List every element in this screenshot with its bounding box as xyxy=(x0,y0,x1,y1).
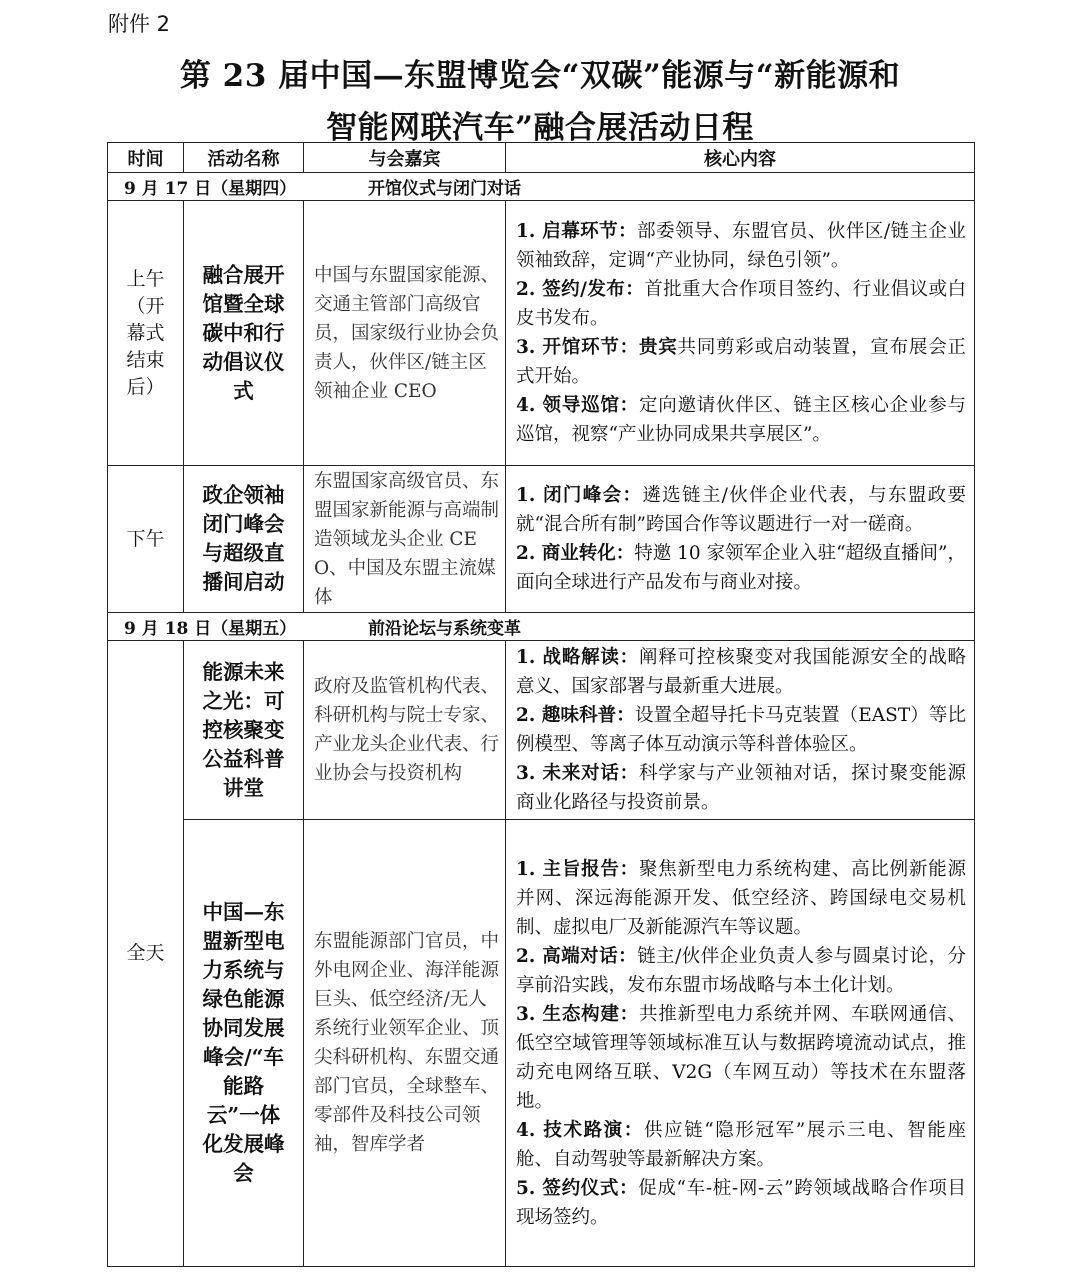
table-row xyxy=(108,201,975,466)
content-item xyxy=(516,643,966,701)
core-content-cell xyxy=(506,820,975,1267)
content-item-text: 阐释可控核聚变对我国能源安全的战略意义、国家部署与最新重大进展。 xyxy=(516,647,966,697)
time-cell xyxy=(108,466,184,613)
content-item xyxy=(516,333,966,391)
content-item-label: 2. 高端对话： xyxy=(516,945,638,967)
core-content-cell xyxy=(506,641,975,820)
content-item-label: 1. 闭门峰会： xyxy=(516,485,643,506)
content-item-label: 5. 签约仪式： xyxy=(516,1177,639,1199)
guests-cell: 政府及监管机构代表、科研机构与院士专家、产业龙头企业代表、行业协会与投资机构 xyxy=(304,641,506,820)
content-item xyxy=(516,481,966,539)
activity-cell xyxy=(184,820,304,1267)
time-cell xyxy=(108,201,184,466)
core-content-cell xyxy=(506,201,975,466)
content-item-text: 聚焦新型电力系统构建、高比例新能源并网、深远海能源开发、低空经济、跨国绿电交易机制、虚拟电厂及新能源汽车等议题。 xyxy=(516,858,966,938)
content-item xyxy=(516,1116,966,1174)
header-core-content: 核心内容 xyxy=(506,143,975,173)
day-row-sep-17 xyxy=(108,173,975,201)
document-title-line-1: 第 23 届中国—东盟博览会“双碳”能源与“新能源和 xyxy=(179,58,901,94)
schedule-table xyxy=(107,142,975,1267)
content-item-text: 设置全超导托卡马克装置（EAST）等比例模型、等离子体互动演示等科普体验区。 xyxy=(516,705,966,755)
table-row xyxy=(108,466,975,613)
content-item-label: 3. 未来对话： xyxy=(516,763,639,784)
activity-cell xyxy=(184,466,304,613)
content-item xyxy=(516,942,966,1000)
document-title-line-2: 智能网联汽车”融合展活动日程 xyxy=(326,110,754,146)
activity-cell xyxy=(184,641,304,820)
table-row xyxy=(108,641,975,820)
activity-text: 融合展开馆暨全球碳中和行动倡议仪式 xyxy=(202,262,285,403)
time-text: 下午 xyxy=(126,527,165,550)
time-text: 全天 xyxy=(126,942,165,964)
content-item-label: 4. 技术路演： xyxy=(516,1119,644,1141)
content-item-text: 共同剪彩或启动装置，宣布展会正式开始。 xyxy=(516,337,966,387)
guests-cell: 东盟国家高级官员、东盟国家新能源与高端制造领域龙头企业 CEO、中国及东盟主流媒体 xyxy=(304,466,506,613)
table-row xyxy=(108,820,975,1267)
content-item xyxy=(516,759,966,817)
content-item-label: 1. 战略解读： xyxy=(516,647,639,668)
content-item xyxy=(516,1000,966,1116)
content-item-text: 共推新型电力系统并网、车联网通信、低空空域管理等领域标准互认与数据跨境流动试点，推动充电网络互联、V2G（车网互动）等技术在东盟落地。 xyxy=(516,1003,966,1112)
content-item xyxy=(516,391,966,449)
content-item-label: 1. 启幕环节： xyxy=(516,221,638,242)
content-item-text: 首批重大合作项目签约、行业倡议或白皮书发布。 xyxy=(516,279,966,329)
content-item xyxy=(516,275,966,333)
header-activity: 活动名称 xyxy=(184,143,304,173)
header-guests: 与会嘉宾 xyxy=(304,143,506,173)
attachment-label: 附件 2 xyxy=(108,12,171,36)
header-row xyxy=(108,143,975,173)
activity-text: 能源未来之光：可控核聚变公益科普讲堂 xyxy=(202,659,285,800)
content-item-label: 3. 开馆环节：贵宾 xyxy=(516,337,678,358)
time-cell xyxy=(108,641,184,1267)
content-item-text: 遴选链主/伙伴企业代表，与东盟政要就“混合所有制”跨国合作等议题进行一对一磋商。 xyxy=(516,485,967,535)
content-item xyxy=(516,701,966,759)
activity-cell xyxy=(184,201,304,466)
guests-cell: 中国与东盟国家能源、交通主管部门高级官员，国家级行业协会负责人，伙伴区/链主区领袖企业 CEO xyxy=(304,201,506,466)
content-item-text: 促成“车-桩-网-云”跨领域战略合作项目现场签约。 xyxy=(516,1177,966,1228)
activity-text: 中国—东盟新型电力系统与绿色能源协同发展峰会/“车能路云”一体化发展峰会 xyxy=(202,900,285,1185)
day-date: 9 月 18 日（星期五） xyxy=(124,619,297,639)
content-item-label: 1. 主旨报告： xyxy=(516,858,639,880)
day-theme: 开馆仪式与闭门对话 xyxy=(368,179,521,199)
content-item-label: 2. 趣味科普： xyxy=(516,705,635,726)
content-item-text: 供应链“隐形冠军”展示三电、智能座舱、自动驾驶等最新解决方案。 xyxy=(516,1119,966,1170)
content-item-label: 4. 领导巡馆： xyxy=(516,395,639,416)
content-item-text: 科学家与产业领袖对话，探讨聚变能源商业化路径与投资前景。 xyxy=(516,763,966,813)
day-row-sep-18 xyxy=(108,613,975,641)
content-item-text: 链主/伙伴企业负责人参与圆桌讨论，分享前沿实践，发布东盟市场战略与本土化计划。 xyxy=(516,945,966,996)
guests-cell: 东盟能源部门官员，中外电网企业、海洋能源巨头、低空经济/无人系统行业领军企业、顶尖科研机构、东盟交通部门官员，全球整车、零部件及科技公司领袖，智库学者 xyxy=(304,820,506,1267)
day-date: 9 月 17 日（星期四） xyxy=(124,179,297,199)
content-item-text: 部委领导、东盟官员、伙伴区/链主企业领袖致辞，定调“产业协同，绿色引领”。 xyxy=(516,221,966,271)
day-cell xyxy=(108,173,975,201)
core-content-cell xyxy=(506,466,975,613)
content-item xyxy=(516,1174,966,1232)
content-item-label: 3. 生态构建： xyxy=(516,1003,639,1025)
content-item-label: 2. 商业转化： xyxy=(516,543,635,564)
activity-text: 政企领袖闭门峰会与超级直播间启动 xyxy=(202,483,285,594)
content-item-text: 定向邀请伙伴区、链主区核心企业参与巡馆，视察“产业协同成果共享展区”。 xyxy=(516,395,966,445)
content-item xyxy=(516,217,966,275)
content-item-label: 2. 签约/发布： xyxy=(516,279,645,300)
content-item-text: 特邀 10 家领军企业入驻“超级直播间”，面向全球进行产品发布与商业对接。 xyxy=(516,543,966,593)
content-item xyxy=(516,539,966,597)
day-theme: 前沿论坛与系统变革 xyxy=(368,619,521,639)
time-text: 上午（开幕式结束后） xyxy=(126,267,165,398)
content-item xyxy=(516,855,966,942)
day-cell xyxy=(108,613,975,641)
header-time: 时间 xyxy=(108,143,184,173)
